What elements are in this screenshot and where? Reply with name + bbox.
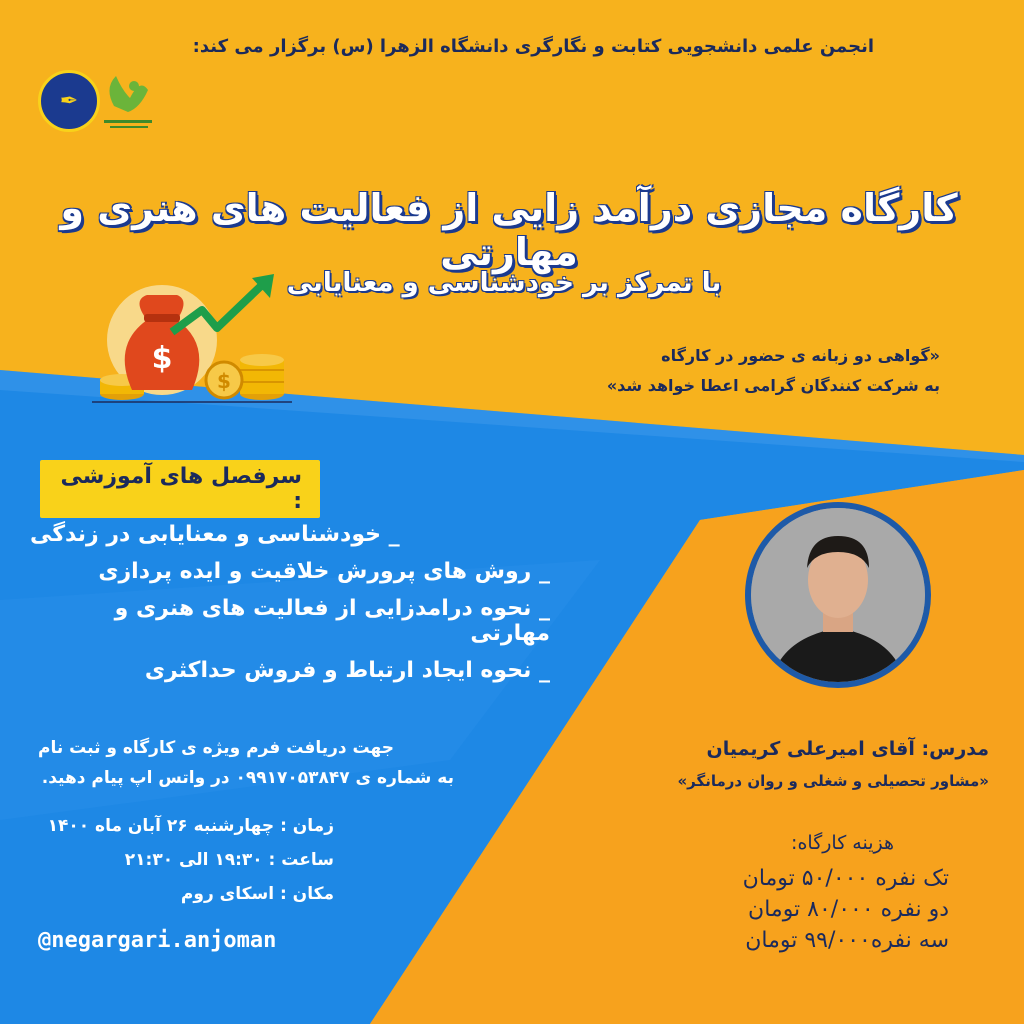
avatar xyxy=(751,508,925,682)
fee-item: سه نفره۹۹/۰۰۰ تومان xyxy=(745,928,949,953)
schedule-time: ساعت : ۱۹:۳۰ الی ۲۱:۳۰ xyxy=(124,850,334,870)
fee-item: دو نفره ۸۰/۰۰۰ تومان xyxy=(748,897,949,922)
fees-list xyxy=(629,866,949,953)
instagram-handle[interactable]: @negargari.anjoman xyxy=(38,928,277,953)
svg-text:$: $ xyxy=(217,369,231,393)
syllabus-item: _ نحوه درامدزایی از فعالیت های هنری و مهارتی xyxy=(114,596,550,646)
syllabus-heading-badge xyxy=(40,460,320,518)
registration-line2: به شماره ی ۰۹۹۱۷۰۵۳۸۴۷ در واتس اپ پیام دهید. xyxy=(41,768,454,788)
syllabus-item: _ خودشناسی و معنایابی در زندگی xyxy=(30,522,400,547)
organizer-text: انجمن علمی دانشجویی کتابت و نگارگری دانشگاه الزهرا (س) برگزار می کند: xyxy=(192,36,874,57)
syllabus-item: _ روش های پرورش خلاقیت و ایده پردازی xyxy=(98,559,550,584)
page-title: کارگاه مجازی درآمد زایی از فعالیت های هنری و مهارتی xyxy=(60,186,958,274)
syllabus-item: _ نحوه ایجاد ارتباط و فروش حداکثری xyxy=(144,658,550,683)
syllabus-heading: سرفصل های آموزشی : xyxy=(40,460,320,518)
university-logo-icon xyxy=(100,68,156,138)
money-growth-illustration xyxy=(92,270,292,410)
fees-heading: هزینه کارگاه: xyxy=(791,832,894,854)
page-subtitle: با تمرکز بر خودشناسی و معنایابی xyxy=(286,268,722,298)
instructor-photo-frame xyxy=(745,502,931,688)
schedule-place: مکان : اسکای روم xyxy=(180,884,334,904)
fee-item: تک نفره ۵۰/۰۰۰ تومان xyxy=(742,866,949,891)
registration-line1: جهت دریافت فرم ویژه ی کارگاه و ثبت نام xyxy=(37,738,394,758)
instructor-name: مدرس: آقای امیرعلی کریمیان xyxy=(706,738,989,760)
svg-text:$: $ xyxy=(151,341,173,376)
certificate-note-line1: «گواهی دو زبانه ی حضور در کارگاه xyxy=(661,346,940,365)
schedule-date: زمان : چهارشنبه ۲۶ آبان ماه ۱۴۰۰ xyxy=(47,816,334,836)
certificate-note-line2: به شرکت کنندگان گرامی اعطا خواهد شد» xyxy=(606,376,940,395)
anjoman-emblem-icon: ✒ xyxy=(38,70,100,132)
syllabus-list xyxy=(30,522,550,683)
instructor-title: «مشاور تحصیلی و شغلی و روان درمانگر» xyxy=(677,772,989,790)
